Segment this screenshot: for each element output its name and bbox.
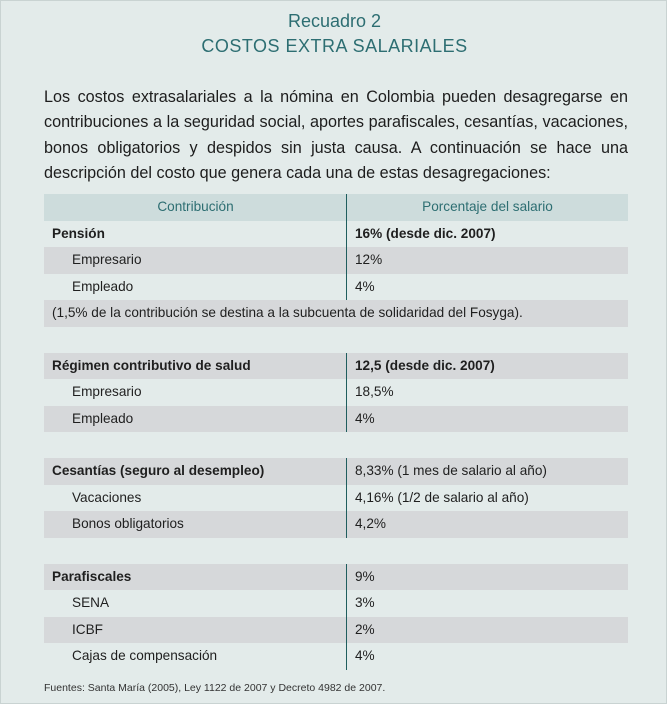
table-header: [44, 194, 628, 221]
row-value: 4,16% (1/2 de salario al año): [355, 489, 529, 505]
row-value: 12,5 (desde dic. 2007): [355, 357, 495, 373]
row-value: 12%: [355, 252, 383, 267]
row-value: 4,2%: [355, 516, 386, 531]
row-label: Empleado: [72, 278, 134, 294]
row-value: 18,5%: [355, 384, 394, 399]
table-row: [44, 379, 628, 406]
row-label: Vacaciones: [72, 489, 142, 505]
header-porcentaje: Porcentaje del salario: [422, 199, 553, 214]
table-row: [44, 458, 628, 485]
header-contribucion: Contribución: [157, 199, 234, 214]
table-row: [44, 247, 628, 274]
table-row: [44, 643, 628, 670]
row-value: 9%: [355, 568, 375, 584]
row-label: Régimen contributivo de salud: [52, 357, 251, 373]
row-value: 4%: [355, 278, 375, 294]
row-label: Cesantías (seguro al desempleo): [52, 463, 265, 478]
row-label: Cajas de compensación: [72, 648, 218, 663]
row-label: Pensión: [52, 225, 105, 241]
table-row: [44, 353, 628, 380]
box-title: Recuadro 2: [287, 11, 382, 31]
row-label: ICBF: [72, 621, 103, 637]
row-value: 4%: [355, 648, 375, 663]
table-note-row: [44, 300, 628, 327]
row-label: Empleado: [72, 410, 134, 426]
table-row: [44, 406, 628, 433]
column-divider: [346, 194, 347, 300]
table-row: [44, 485, 628, 512]
source-note: Fuentes: Santa María (2005), Ley 1122 de 2007 y Decreto 4982 de 2007.: [44, 682, 386, 694]
intro-paragraph: Los costos extrasalariales a la nómina en Colombia pueden desagregarse en contribuciones a la seguridad social, aportes parafiscales, cesantías, vacaciones, bonos obligatorios y despidos sin justa causa. A continuación se hace una descripción del costo que genera cada una de estas desagregaciones:: [44, 88, 628, 182]
row-label: Empresario: [72, 384, 142, 399]
row-value: 8,33% (1 mes de salario al año): [355, 463, 547, 478]
column-divider: [346, 458, 347, 538]
column-divider: [346, 353, 347, 433]
table-row: [44, 511, 628, 538]
table-row: [44, 274, 628, 301]
table-note: (1,5% de la contribución se destina a la subcuenta de solidaridad del Fosyga).: [52, 305, 523, 320]
row-label: Empresario: [72, 252, 142, 267]
table-row: [44, 617, 628, 644]
table-row: [44, 564, 628, 591]
row-value: 16% (desde dic. 2007): [355, 225, 496, 241]
column-divider: [346, 564, 347, 670]
table-row: [44, 221, 628, 248]
row-value: 4%: [355, 410, 375, 426]
row-label: Bonos obligatorios: [72, 516, 184, 531]
table-row: [44, 590, 628, 617]
row-value: 2%: [355, 621, 375, 637]
row-label: Parafiscales: [52, 568, 132, 584]
row-label: SENA: [72, 595, 110, 610]
row-value: 3%: [355, 595, 375, 610]
box-subtitle: COSTOS EXTRA SALARIALES: [201, 36, 468, 56]
